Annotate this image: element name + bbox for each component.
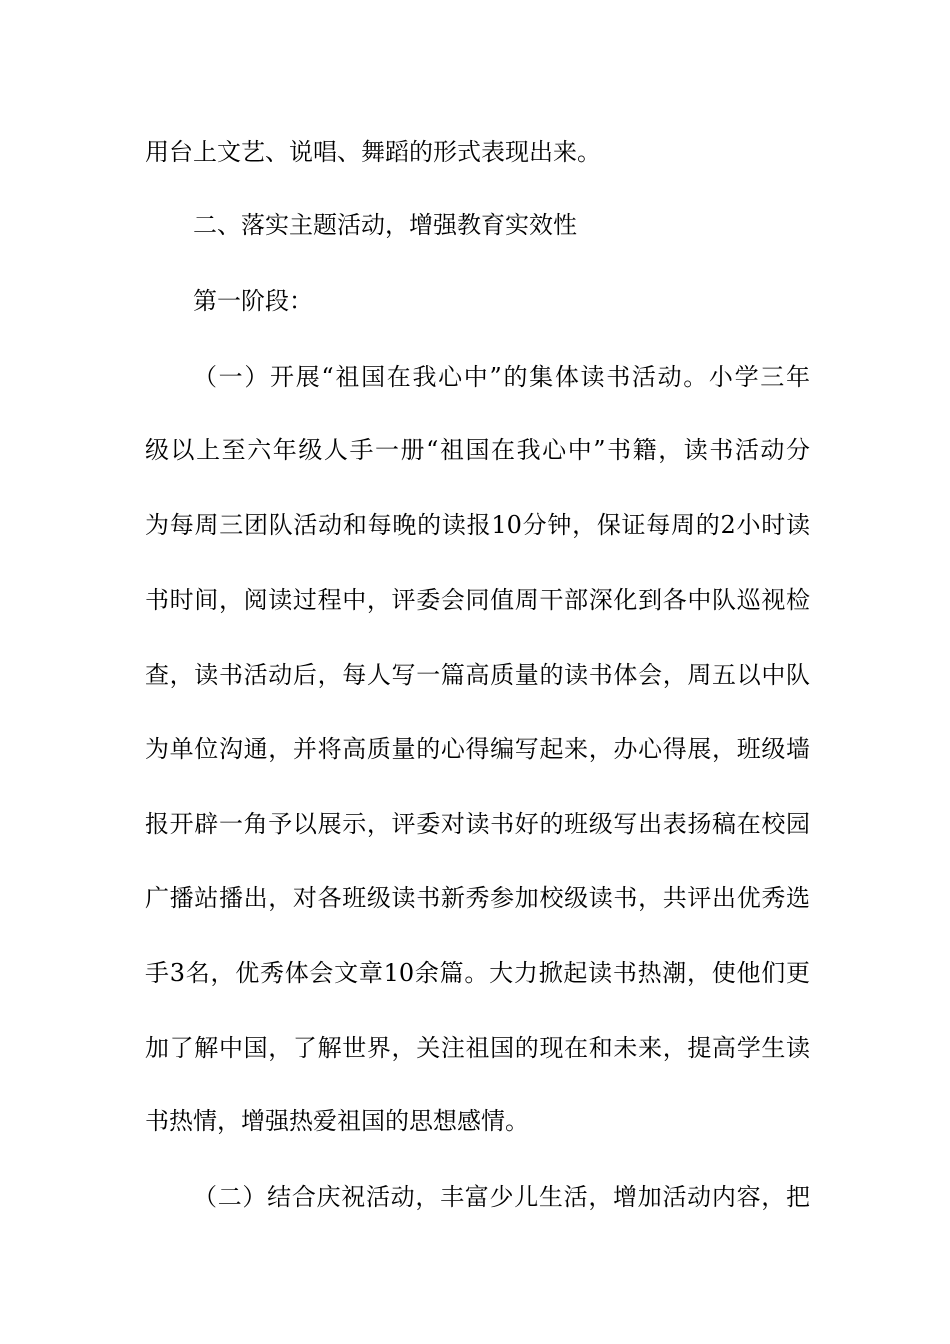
paragraph-line: 为每周三团队活动和每晚的读报10分钟，保证每周的2小时读 (145, 511, 810, 539)
paragraph-line: 书时间，阅读过程中，评委会同值周干部深化到各中队巡视检 (145, 586, 810, 614)
paragraph-line: 手3名，优秀体会文章10余篇。大力掀起读书热潮，使他们更 (145, 959, 810, 987)
section-heading: 二、落实主题活动，增强教育实效性 (193, 211, 577, 239)
paragraph-line: 加了解中国，了解世界，关注祖国的现在和未来，提高学生读 (145, 1034, 810, 1062)
paragraph-line: 书热情，增强热爱祖国的思想感情。 (145, 1107, 529, 1135)
paragraph-line: 用台上文艺、说唱、舞蹈的形式表现出来。 (145, 138, 601, 166)
paragraph-line: 广播站播出，对各班级读书新秀参加校级读书，共评出优秀选 (145, 884, 810, 912)
paragraph-line: 级以上至六年级人手一册“祖国在我心中”书籍，读书活动分 (145, 436, 810, 464)
paragraph-line: （一）开展“祖国在我心中”的集体读书活动。小学三年 (193, 363, 810, 391)
paragraph-line: 报开辟一角予以展示，评委对读书好的班级写出表扬稿在校园 (145, 810, 810, 838)
stage-heading: 第一阶段： (193, 287, 313, 315)
paragraph-line: （二）结合庆祝活动，丰富少儿生活，增加活动内容，把 (193, 1183, 810, 1211)
paragraph-line: 为单位沟通，并将高质量的心得编写起来，办心得展，班级墙 (145, 735, 810, 763)
paragraph-line: 查，读书活动后，每人写一篇高质量的读书体会，周五以中队 (145, 661, 810, 689)
